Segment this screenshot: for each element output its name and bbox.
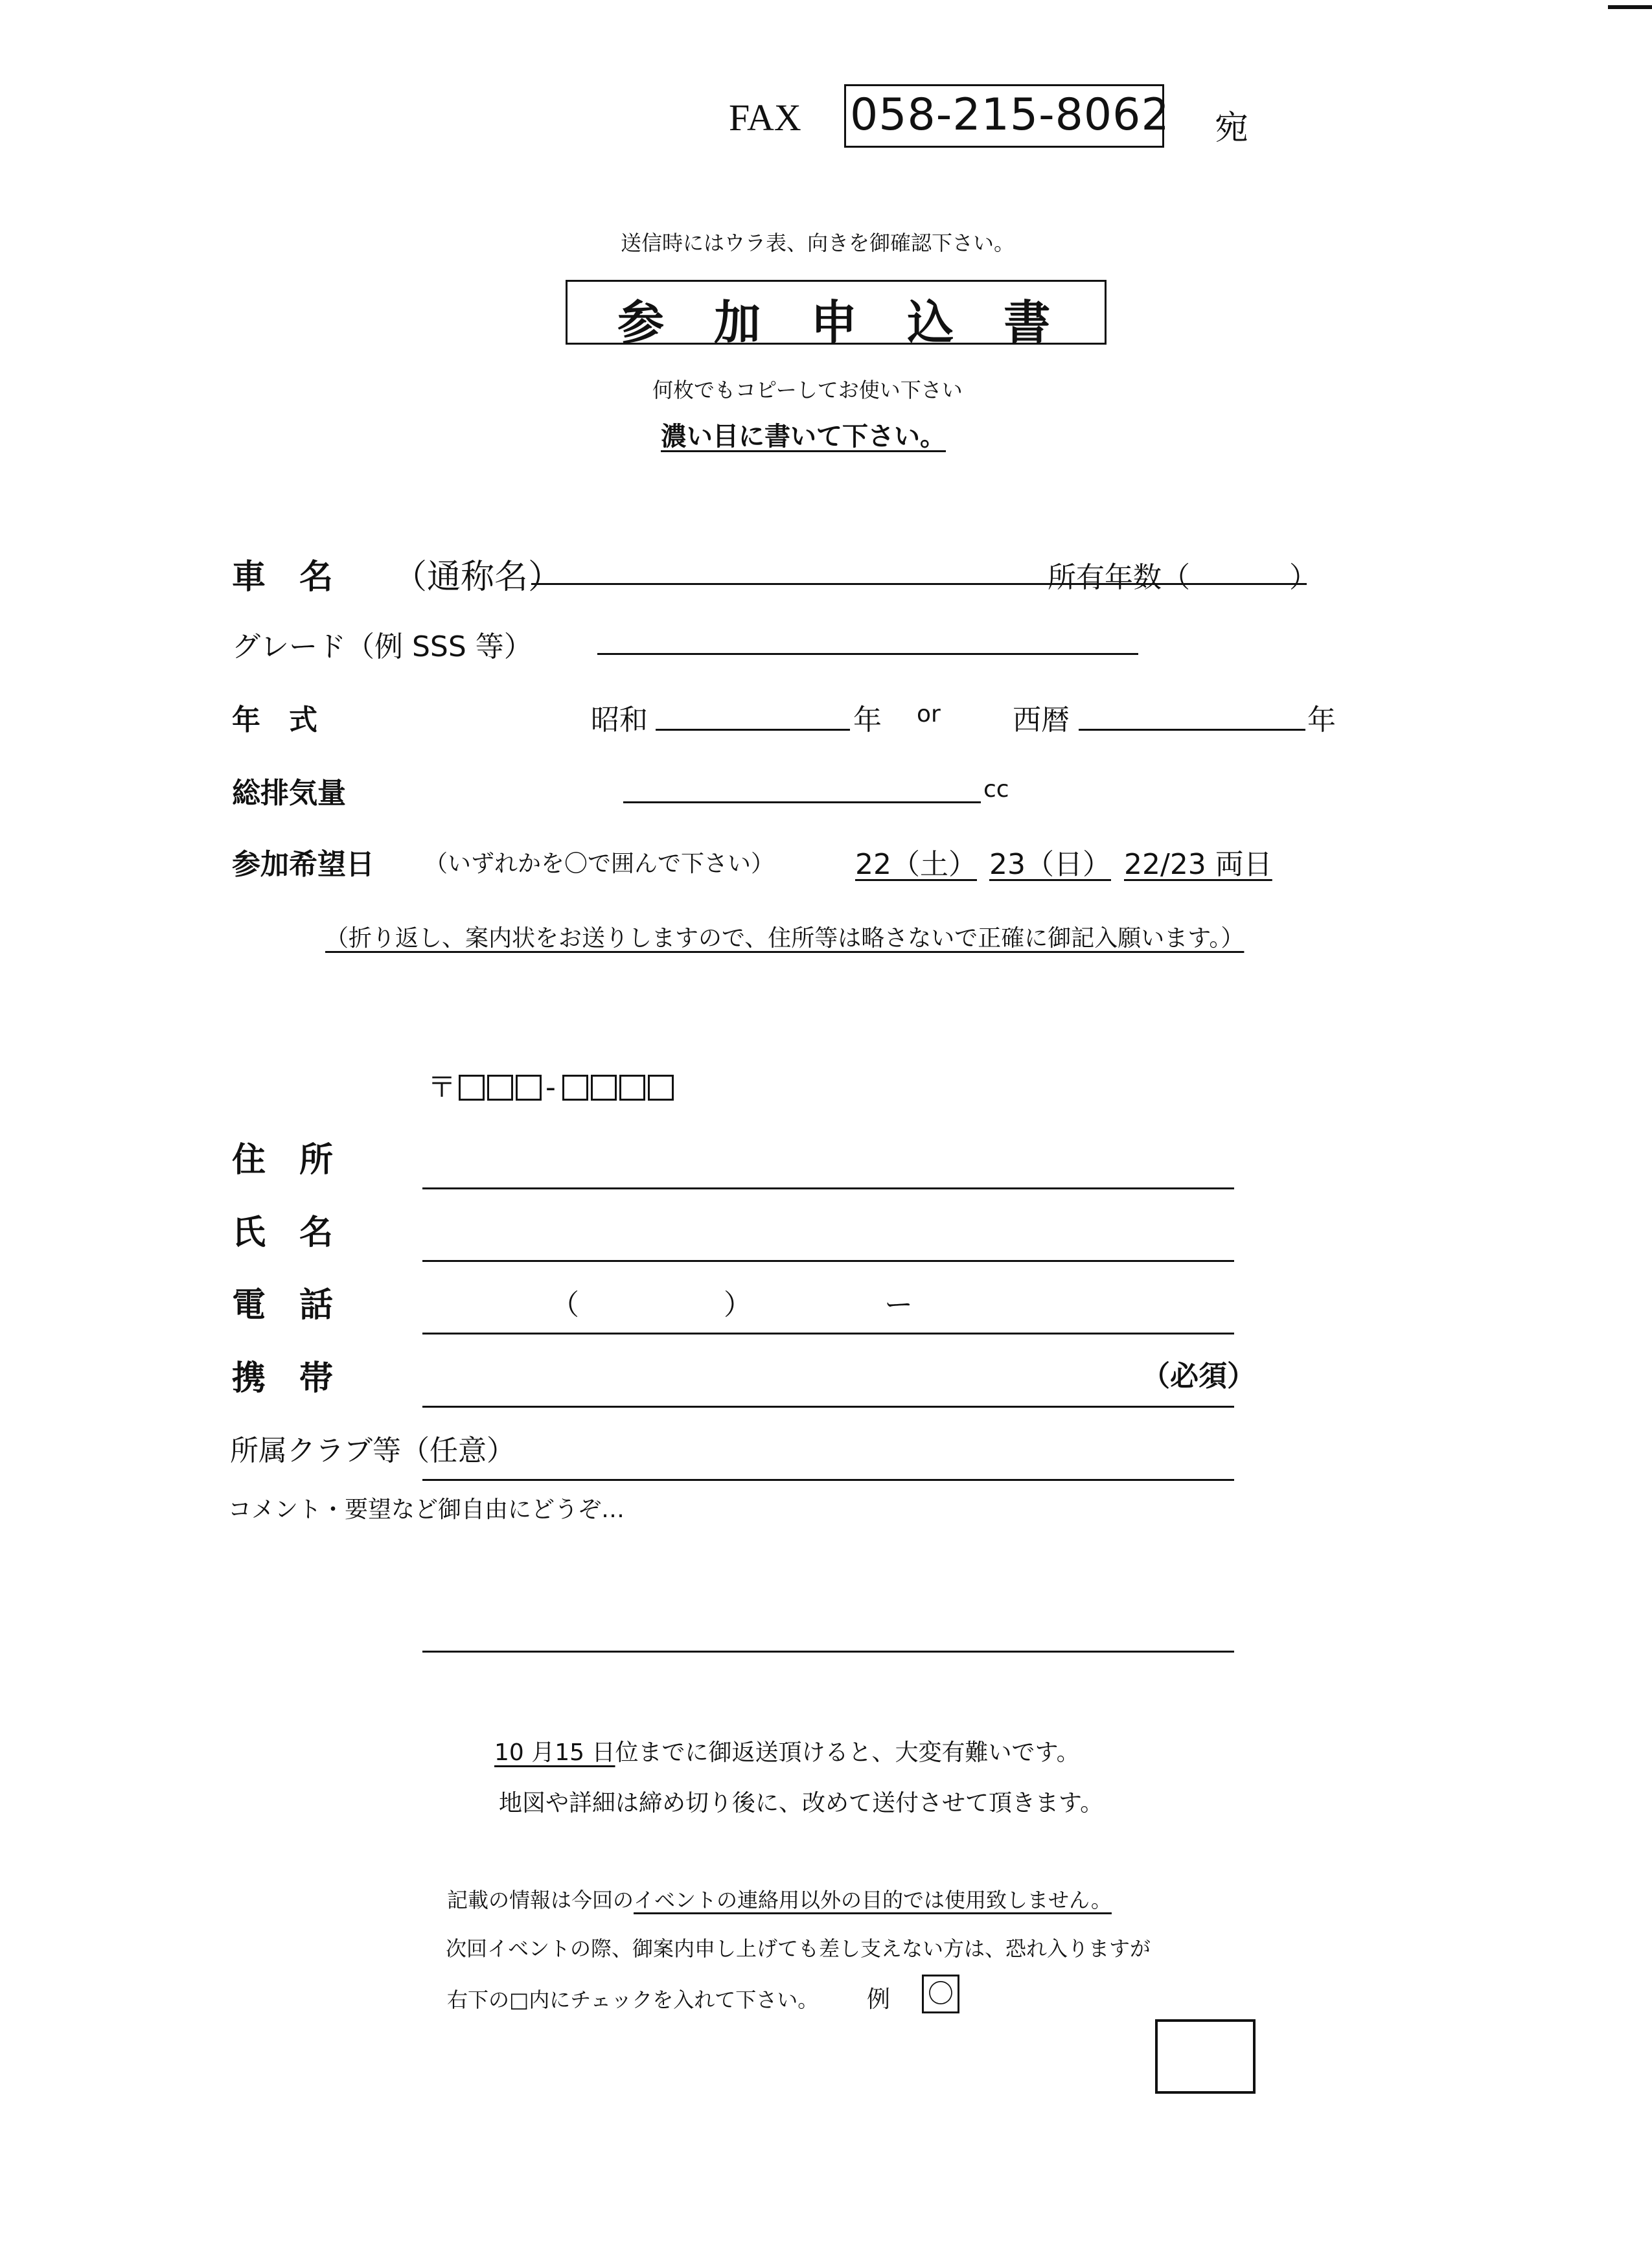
grade-label: グレード（例 SSS 等） bbox=[232, 630, 533, 663]
phone-dash: ー bbox=[884, 1289, 913, 1322]
car-name-line bbox=[531, 583, 1050, 585]
postal-digit-box[interactable] bbox=[562, 1075, 588, 1101]
deadline-text: 位までに御返送頂けると、大変有難いです。 bbox=[615, 1739, 1080, 1766]
scan-edge-mark bbox=[1608, 5, 1652, 9]
date-option-23[interactable]: 23（日） bbox=[989, 848, 1111, 881]
date-hint: （いずれかを〇で囲んで下さい） bbox=[424, 851, 775, 877]
model-year-label: 年 式 bbox=[232, 704, 317, 737]
example-circle-mark: 〇 bbox=[928, 1979, 954, 2009]
seireki-year-line bbox=[1079, 729, 1305, 731]
fax-label: FAX bbox=[729, 97, 801, 139]
example-label: 例 bbox=[867, 1986, 891, 2013]
address-note: （折り返し、案内状をお送りしますので、住所等は略さないで正確に御記入願います。） bbox=[325, 925, 1245, 952]
year-unit-1: 年 bbox=[853, 704, 882, 737]
privacy-lead: 記載の情報は今回の bbox=[447, 1888, 634, 1912]
postal-digit-box[interactable] bbox=[591, 1075, 617, 1101]
displacement-label: 総排気量 bbox=[232, 777, 346, 810]
years-owned-line bbox=[1048, 583, 1307, 585]
map-note: 地図や詳細は締め切り後に、改めて送付させて頂きます。 bbox=[499, 1790, 1104, 1816]
date-option-both[interactable]: 22/23 両日 bbox=[1124, 848, 1272, 881]
privacy-note bbox=[447, 1884, 1112, 1914]
date-label: 参加希望日 bbox=[232, 848, 374, 881]
phone-close-paren: ） bbox=[724, 1289, 752, 1322]
mobile-label: 携 帯 bbox=[232, 1359, 334, 1398]
privacy-underlined: イベントの連絡用以外の目的では使用致しません。 bbox=[634, 1888, 1112, 1912]
deadline-note bbox=[494, 1734, 1080, 1767]
page-title: 参 加 申 込 書 bbox=[617, 295, 1068, 350]
phone-open-paren: （ bbox=[551, 1289, 579, 1322]
check-instruction: 右下の□内にチェックを入れて下さい。 bbox=[447, 1987, 819, 2012]
postal-digit-box[interactable] bbox=[487, 1075, 513, 1101]
years-owned-label: 所有年数（ bbox=[1048, 561, 1190, 594]
club-line[interactable] bbox=[422, 1479, 1234, 1481]
example-box bbox=[922, 1975, 959, 2013]
address-label: 住 所 bbox=[232, 1141, 334, 1180]
comment-line[interactable] bbox=[422, 1651, 1234, 1653]
fax-suffix: 宛 bbox=[1215, 109, 1249, 148]
showa-label: 昭和 bbox=[591, 704, 648, 737]
comment-label: コメント・要望など御自由にどうぞ… bbox=[228, 1496, 625, 1523]
club-label: 所属クラブ等（任意） bbox=[230, 1434, 515, 1467]
car-name-hint: （通称名） bbox=[393, 558, 562, 597]
mobile-line[interactable] bbox=[422, 1406, 1234, 1408]
deadline-date: 10 月15 日 bbox=[494, 1739, 615, 1766]
copy-note: 何枚でもコピーしてお使い下さい bbox=[652, 378, 963, 402]
year-unit-2: 年 bbox=[1307, 704, 1336, 737]
years-owned-close: ） bbox=[1289, 561, 1318, 594]
phone-label: 電 話 bbox=[232, 1286, 334, 1325]
postal-digit-box[interactable] bbox=[619, 1075, 645, 1101]
postal-digit-box[interactable] bbox=[648, 1075, 674, 1101]
consent-checkbox[interactable] bbox=[1155, 2019, 1256, 2094]
postal-code-boxes bbox=[428, 1064, 674, 1105]
car-name-label: 車 名 bbox=[232, 558, 334, 597]
name-label: 氏 名 bbox=[232, 1213, 334, 1252]
phone-line[interactable] bbox=[422, 1333, 1234, 1334]
postal-digit-box[interactable] bbox=[459, 1075, 485, 1101]
mobile-required: （必須） bbox=[1141, 1360, 1256, 1393]
displacement-line bbox=[623, 801, 981, 803]
date-option-22[interactable]: 22（土） bbox=[855, 848, 977, 881]
grade-line bbox=[597, 653, 1138, 655]
send-note: 送信時にはウラ表、向きを御確認下さい。 bbox=[621, 231, 1015, 255]
address-line[interactable] bbox=[422, 1187, 1234, 1189]
fax-number: 058-215-8062 bbox=[850, 89, 1170, 141]
postal-mark: 〒 bbox=[428, 1071, 456, 1104]
postal-digit-box[interactable] bbox=[516, 1075, 542, 1101]
dark-note: 濃い目に書いて下さい。 bbox=[661, 422, 946, 452]
seireki-label: 西暦 bbox=[1013, 704, 1070, 737]
or-label: or bbox=[917, 701, 941, 727]
cc-unit: cc bbox=[983, 776, 1009, 803]
name-line[interactable] bbox=[422, 1260, 1234, 1262]
postal-dash: - bbox=[545, 1071, 556, 1104]
showa-year-line bbox=[656, 729, 850, 731]
next-event-note: 次回イベントの際、御案内申し上げても差し支えない方は、恐れ入りますが bbox=[446, 1936, 1151, 1961]
